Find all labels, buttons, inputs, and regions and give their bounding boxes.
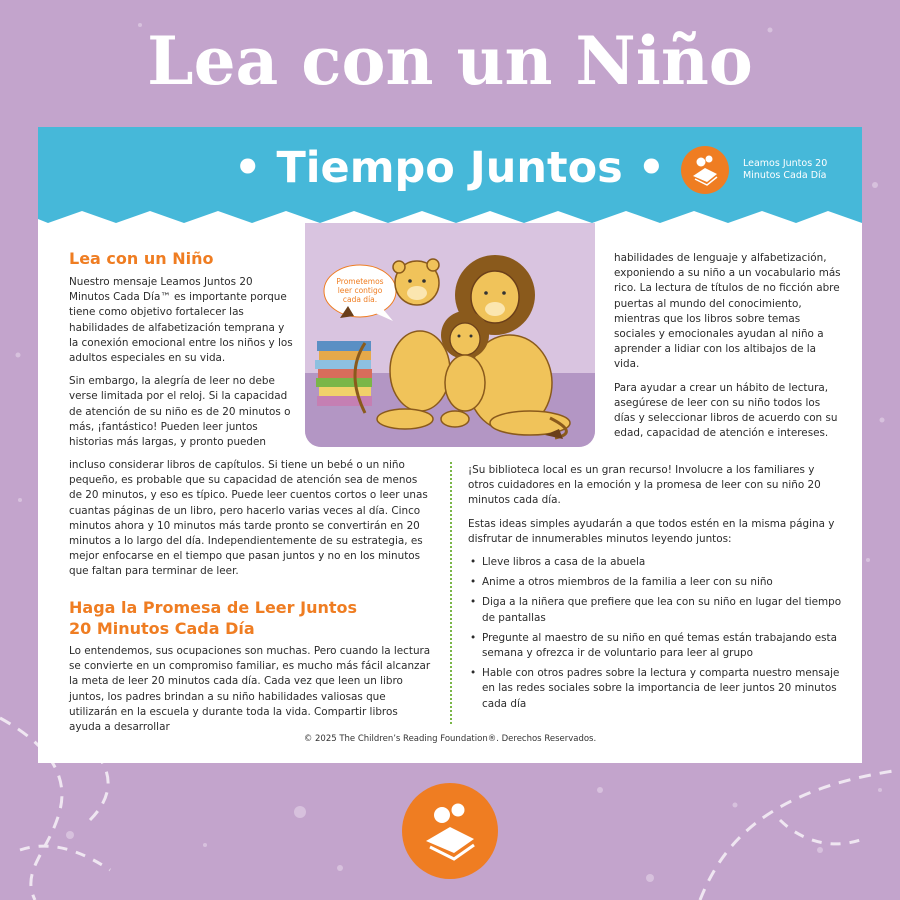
info-card bbox=[38, 127, 862, 763]
left-column-text bbox=[69, 275, 293, 458]
section-heading: Lea con un Niño bbox=[69, 249, 214, 268]
paragraph: incluso considerar libros de capítulos. Si tiene un bebé o un niño pequeño, es probable que su capacidad de atención sea de menos de 20 minutos, y eso es típico. Puede leer cuentos cortos o leer unas cuantas páginas de un libro, pero hacerlo varias veces al día. Cinco minutos ahora y 10 minutos más tarde pronto se convertirán en 20 minutos a lo largo del día. Independientemente de su estrategia, es mejor enfocarse en el tiempo que pasan juntos y no en los minutos que faltan para terminar de leer. bbox=[69, 459, 428, 578]
list-item: • Diga a la niñera que prefiere que lea con su niño en lugar del tiempo de pantallas bbox=[468, 595, 843, 625]
paragraph: Estas ideas simples ayudarán a que todos estén en la misma página y disfrutar de innumerables minutos leyendo juntos: bbox=[468, 517, 835, 545]
header-title: • Tiempo Juntos • bbox=[234, 143, 666, 193]
column-divider bbox=[450, 462, 452, 724]
list-item: • Lleve libros a casa de la abuela bbox=[468, 555, 843, 570]
page-title: Lea con un Niño bbox=[147, 22, 753, 100]
paragraph: Lo entendemos, sus ocupaciones son muchas. Pero cuando la lectura se convierte en un compromiso familiar, es mucho más fácil alcanzar la meta de leer 20 minutos cada día. Cada vez que leen un libro juntos, los padres brindan a su niño habilidades valiosas que utilizarán en la escuela y durante toda la vida. Compartir libros ayuda a desarrollar bbox=[69, 645, 431, 734]
heading-line: 20 Minutos Cada Día bbox=[69, 619, 255, 638]
left-column-text-continued bbox=[69, 458, 429, 588]
paragraph: Nuestro mensaje Leamos Juntos 20 Minutos Cada Día™ es importante porque tiene como objetivo fortalecer las habilidades de alfabetización temprana y la conexión emocional entre los niños y los adultos especiales en su vida. bbox=[69, 276, 293, 365]
ideas-list bbox=[468, 555, 843, 712]
right-column-text bbox=[614, 251, 842, 449]
reading-foundation-logo-icon bbox=[402, 783, 498, 879]
reading-foundation-logo-icon bbox=[681, 146, 729, 194]
lion-family-reading-illustration bbox=[305, 223, 595, 447]
list-item: • Hable con otros padres sobre la lectura y comparta nuestro mensaje en las redes sociales sobre la importancia de leer juntos 20 minutos cada día bbox=[468, 666, 843, 712]
svg-text:leer contigo: leer contigo bbox=[337, 286, 383, 295]
list-item: • Pregunte al maestro de su niño en qué temas están trabajando esta semana y ofrezca ir de voluntario para leer al grupo bbox=[468, 631, 843, 661]
header-tagline: Leamos Juntos 20 Minutos Cada Día bbox=[743, 158, 828, 181]
copyright-footer: © 2025 The Children’s Reading Foundation®. Derechos Reservados. bbox=[303, 734, 597, 744]
svg-text:Prometemos: Prometemos bbox=[336, 277, 384, 286]
right-column-bottom-text bbox=[468, 463, 843, 717]
paragraph: Para ayudar a crear un hábito de lectura, asegúrese de leer con su niño todos los días y seleccionar libros de acuerdo con su edad, capacidad de atención e intereses. bbox=[614, 381, 838, 440]
heading-line: Haga la Promesa de Leer Juntos bbox=[69, 598, 358, 617]
card-header bbox=[38, 127, 862, 227]
paragraph: ¡Su biblioteca local es un gran recurso! Involucre a los familiares y otros cuidadores en la emoción y la promesa de leer con su niño 20 minutos cada día. bbox=[468, 464, 821, 507]
paragraph: Sin embargo, la alegría de leer no debe verse limitada por el reloj. Si la capacidad de atención de su niño es de 20 minutos o más, ¡fantástico! Pueden leer juntos historias más largas, y pronto pueden bbox=[69, 375, 291, 449]
paragraph: habilidades de lenguaje y alfabetización, exponiendo a su niño a un vocabulario más rico. La lectura de títulos de no ficción abre puertas al mundo del conocimiento, mientras que los libros sobre temas sociales y emocionales ayudan al niño a aprender a lidiar con los altibajos de la vida. bbox=[614, 252, 841, 371]
section-heading bbox=[69, 597, 357, 639]
svg-text:cada día.: cada día. bbox=[342, 295, 378, 304]
promise-text bbox=[69, 644, 431, 743]
list-item: • Anime a otros miembros de la familia a leer con su niño bbox=[468, 575, 843, 590]
